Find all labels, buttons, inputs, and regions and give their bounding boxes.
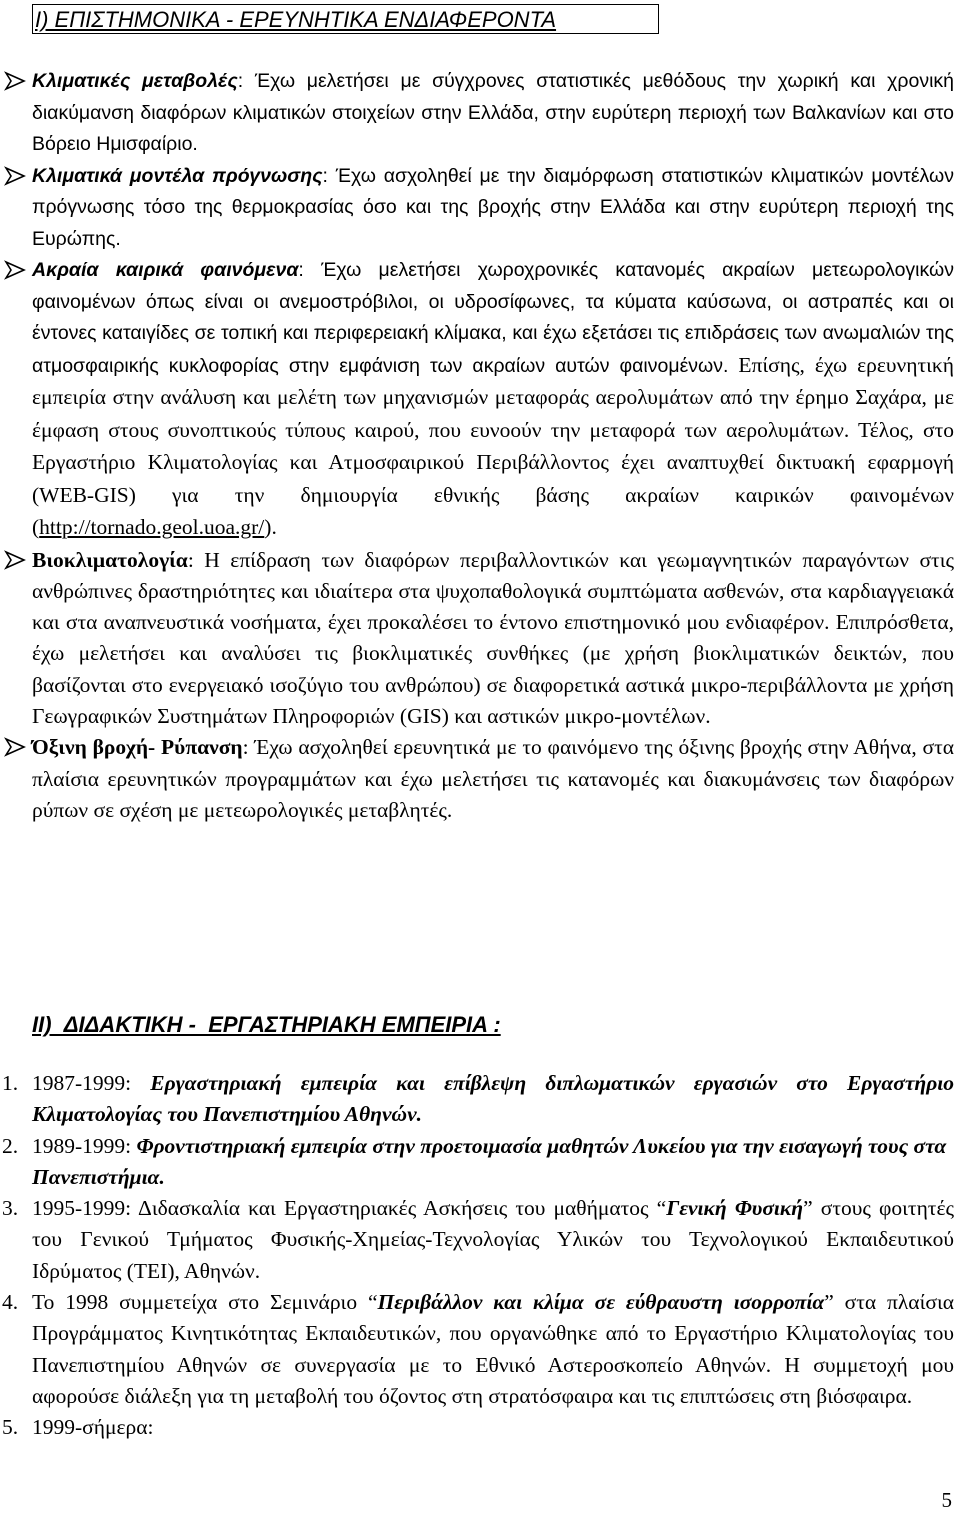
item-heading: Κλιματικά μοντέλα πρόγνωσης [32,164,323,187]
teaching-experience-list [0,1068,960,1444]
list-item [0,545,960,733]
item-number: 1. [2,1071,19,1095]
page-number: 5 [941,1488,952,1512]
item-lead: Το 1998 συμμετείχα στο Σεμινάριο “ [32,1290,378,1315]
item-lead: 1995-1999: Διδασκαλία και Εργαστηριακές Ασκήσεις του μαθήματος “ [32,1196,667,1221]
item-text: : Έχω ασχοληθεί ερευνητικά με το φαινόμενο της όξινης βροχής στην Αθήνα, στα πλαίσια ερευνητικών προγραμμάτων και έχω μελετήσει τις κατανομές και διακυμάνσεις των διαφόρων ρύπων σε σχέση με μετεωρολογικές μεταβλητές. [32,735,954,822]
item-text: : Έχω μελετήσει χωροχρονικές κατανομές ακραίων μετεωρολογικών φαινομένων όπως είναι οι ανεμοστρόβιλοι, οι υδροσίφωνες, τα κύματα καύσωνα, οι αστραπές και οι έντονες καταιγίδες σε τοπική και περιφερειακή κλίμακα, και έχω εξετάσει τις επιδράσεις των ανωμαλιών της ατμοσφαιρικής κυκλοφορίας στην εμφάνιση των ακραίων αυτών φαινομένων. [32,259,954,377]
list-item [0,1193,960,1287]
item-tail: ” στα πλαίσια Προγράμματος Κινητικότητας Εκπαιδευτικών, που οργανώθηκε από το Εργαστήριο Κλιματολογίας του Πανεπιστημίου Αθηνών σε συνεργασία με το Εθνικό Αστεροσκοπείο Αθηνών. Η συμμετοχή μου αφορούσε διάλεξη για τη μεταβολή του όζοντος στη στρατόσφαιρα και τις επιπτώσεις στη βιόσφαιρα. [32,1290,954,1408]
item-heading: Όξινη βροχή- Ρύπανση [32,735,243,760]
item-text: : Έχω μελετήσει με σύγχρονες στατιστικές μεθόδους την χωρική και χρονική διακύμανση διαφόρων κλιματικών στοιχείων στην Ελλάδα, στην ευρύτερη περιοχή των Βαλκανίων και στο Βόρειο Ημισφαίριο. [32,70,954,155]
arrow-bullet-icon [4,259,26,281]
item-emphasis: Περιβάλλον και κλίμα σε εύθραυστη ισορροπία [377,1290,825,1315]
item-number: 4. [2,1290,19,1315]
item-tail: ” στους φοιτητές του Γενικού Τμήματος Φυσικής-Χημείας-Τεχνολογίας Υλικών του Τεχνολογικού Εκπαιδευτικού Ιδρύματος (ΤΕΙ), Αθηνών. [32,1196,954,1283]
item-emphasis: Εργαστηριακή εμπειρία και επίβλεψη διπλωματικών εργασιών στο Εργαστήριο Κλιματολογίας του Πανεπιστημίου Αθηνών. [32,1071,954,1127]
research-interests-list [0,66,960,826]
list-item [0,1131,960,1194]
item-number: 5. [2,1415,19,1440]
section2-title: II) ΔΙΔΑΚΤΙΚΗ - ΕΡΓΑΣΤΗΡΙΑΚΗ ΕΜΠΕΙΡΙΑ : [32,1012,501,1037]
item-number: 2. [2,1133,19,1158]
item-emphasis: Γενική Φυσική [666,1196,804,1221]
item-lead: 1989-1999: [32,1133,137,1158]
list-item [0,1412,960,1443]
list-item [0,161,960,256]
item-text-end: ). [264,515,277,539]
section1-title: I) ΕΠΙΣΤΗΜΟΝΙΚΑ - ΕΡΕΥΝΗΤΙΚΑ ΕΝΔΙΑΦΕΡΟΝΤΑ [32,4,659,34]
item-emphasis: Φροντιστηριακή εμπειρία στην προετοιμασία μαθητών Λυκείου για την εισαγωγή τους στα Πανεπιστήμια. [32,1133,947,1189]
item-text: : Έχω ασχοληθεί με την διαμόρφωση στατιστικών κλιματικών μοντέλων πρόγνωσης τόσο της θερμοκρασίας όσο και της βροχής στην Ελλάδα και στην ευρύτερη περιοχή της Ευρώπης. [32,164,954,250]
arrow-bullet-icon [4,549,26,571]
item-text-continued: Επίσης, έχω ερευνητική εμπειρία στην ανάλυση και μελέτη των μηχανισμών μεταφοράς αερολυμάτων από την έρημο Σαχάρα, με έμφαση στους συνοπτικούς τύπους καιρού, που ευνοούν την μεταφορά των αερολυμάτων. Τέλος, στο Εργαστήριο Κλιματολογίας και Ατμοσφαιρικού Περιβάλλοντος έχει αναπτυχθεί δικτυακή εφαρμογή (WEB-GIS) για την δημιουργία εθνικής βάσης ακραίων καιρικών φαινομένων ( [32,352,954,539]
list-item [0,66,960,161]
item-heading: Ακραία καιρικά φαινόμενα [32,259,299,281]
arrow-bullet-icon [4,736,26,758]
list-item [0,255,960,545]
arrow-bullet-icon [4,70,26,92]
arrow-bullet-icon [4,165,26,187]
list-item [0,1287,960,1412]
list-item [0,732,960,826]
item-number: 3. [2,1196,19,1221]
item-text: : Η επίδραση των διαφόρων περιβαλλοντικών και γεωμαγνητικών παραγόντων στις ανθρώπινες δραστηριότητες και ιδιαίτερα στα ψυχοπαθολογικά συμπτώματα ασθενών, στα καρδιαγγειακά και στα αναπνευστικά νοσήματα, έχει προκαλέσει το έντονο επιστημονικό μου ενδιαφέρον. Επιπρόσθετα, έχω μελετήσει και αναλύσει τις βιοκλιματικές συνθήκες (με χρήση βιοκλιματικών δεικτών, που βασίζονται στο ενεργειακό ισοζύγιο του ανθρώπου) σε διαφορετικά αστικά μικρο-περιβάλλοντα με χρήση Γεωγραφικών Συστημάτων Πληροφοριών (GIS) και αστικών μικρο-μοντέλων. [32,547,954,728]
item-lead: 1999-σήμερα: [32,1415,154,1440]
list-item [0,1068,960,1131]
item-heading: Κλιματικές μεταβολές [32,70,238,92]
tornado-link[interactable]: http://tornado.geol.uoa.gr/ [39,515,265,539]
item-heading: Βιοκλιματολογία [32,547,188,572]
item-lead: 1987-1999: [32,1071,151,1095]
